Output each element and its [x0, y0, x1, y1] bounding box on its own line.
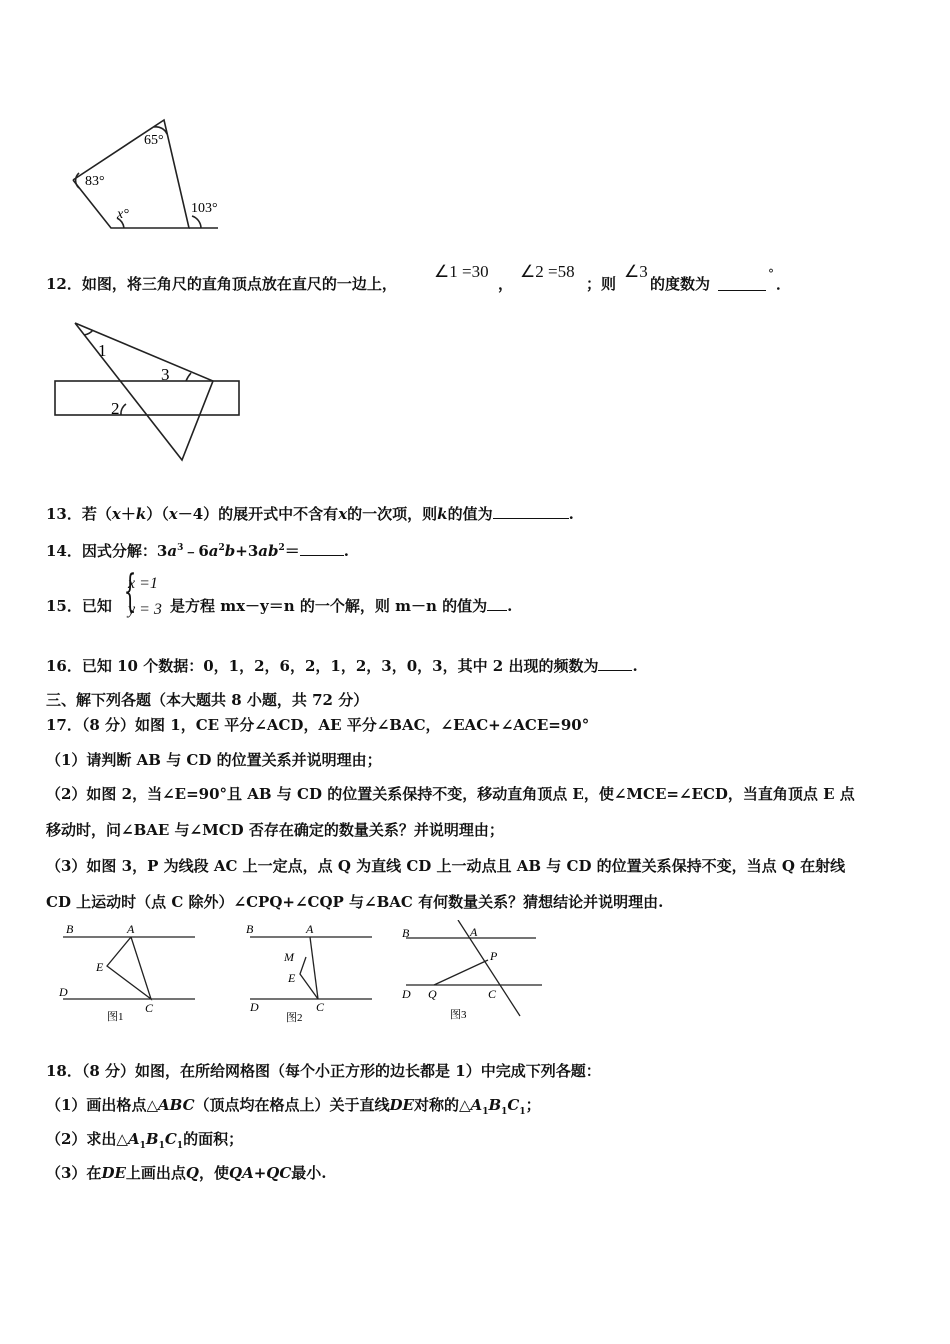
angle-3-label: 3	[161, 365, 170, 384]
text: ）（	[146, 505, 169, 523]
text: （1）画出格点△	[46, 1096, 158, 1114]
question-14	[46, 538, 349, 561]
text: 因式分解：3	[81, 542, 168, 560]
var: DE	[389, 1096, 414, 1114]
angle3-expr: ∠3	[624, 262, 648, 281]
question-18-head: 18．（8 分）如图，在所给网格图（每个小正方形的边长都是 1）中完成下列各题：	[46, 1062, 601, 1080]
question-number: 16．	[46, 657, 82, 675]
question-17-head: 17．（8 分）如图 1，CE 平分∠ACD，AE 平分∠BAC，∠EAC+∠ACE=90°	[46, 716, 590, 734]
q12-text3: 的度数为	[650, 275, 711, 293]
question-text: 如图，将三角尺的直角顶点放在直尺的一边上，	[81, 275, 397, 293]
var: a	[167, 542, 178, 560]
figure-caption: 图2	[286, 1012, 303, 1024]
q12-text2: ；则	[586, 275, 617, 293]
label-P: P	[490, 949, 498, 963]
exponent: 2	[278, 543, 285, 553]
question-15	[46, 566, 513, 618]
angle-2-label: 2	[111, 399, 120, 418]
q12-end: ．	[776, 275, 792, 293]
text: －4）的展开式中不含有	[177, 505, 339, 523]
equation-2: y = 3	[128, 601, 162, 618]
figure-17-1	[55, 922, 205, 1026]
label-A: A	[127, 922, 135, 936]
var: C	[164, 1130, 177, 1148]
question-number: 13．	[46, 505, 82, 523]
text: ＝	[284, 542, 300, 560]
equation-1: x =1	[128, 575, 158, 592]
angle-83-label: 83°	[85, 174, 105, 189]
var-x: x	[168, 505, 178, 523]
question-16	[46, 656, 638, 676]
label-C: C	[145, 1001, 154, 1015]
text: .	[343, 542, 350, 560]
text: 最小.	[291, 1164, 327, 1182]
text: 的一次项，则	[347, 505, 438, 523]
var-k: k	[135, 505, 147, 523]
var: ab	[258, 542, 279, 560]
subscript: 1	[519, 1107, 526, 1117]
label-A: A	[306, 922, 314, 936]
system-brace: {	[123, 566, 137, 617]
angle-65-label: 65°	[144, 133, 164, 148]
question-17-part3a: （3）如图 3，P 为线段 AC 上一定点，点 Q 为直线 CD 上一动点且 AB 与 CD 的位置关系保持不变，当点 Q 在射线	[46, 857, 846, 875]
question-17-part1: （1）请判断 AB 与 CD 的位置关系并说明理由；	[46, 751, 382, 769]
label-B: B	[402, 926, 410, 940]
var: QA+QC	[229, 1164, 292, 1182]
figure-caption: 图1	[107, 1011, 124, 1023]
text: .	[507, 597, 513, 615]
label-D: D	[402, 987, 411, 1001]
var: B	[145, 1130, 159, 1148]
question-number: 12．	[46, 275, 82, 293]
var: b	[224, 542, 236, 560]
exponent: 2	[218, 543, 225, 553]
text: ，使	[198, 1164, 229, 1182]
var-x: x	[111, 505, 121, 523]
text: 上画出点	[125, 1164, 186, 1182]
label-C: C	[316, 1000, 325, 1014]
label-B: B	[246, 922, 254, 936]
label-E: E	[96, 960, 104, 974]
text: （顶点均在格点上）关于直线	[194, 1096, 390, 1114]
figure-caption: 图3	[450, 1009, 467, 1021]
question-18-part3	[46, 1163, 327, 1183]
question-17-part2b: 移动时，问∠BAE 与∠MCD 否存在确定的数量关系？并说明理由；	[46, 821, 504, 839]
label-B: B	[66, 922, 74, 936]
label-Q: Q	[428, 987, 437, 1001]
question-12	[46, 262, 792, 294]
var-k: k	[437, 505, 448, 523]
text: 的值为	[447, 505, 493, 523]
subscript: 1	[482, 1107, 489, 1117]
answer-blank	[300, 541, 344, 556]
question-number: 15．	[46, 597, 82, 615]
angle2-expr: ∠2 =58	[520, 262, 575, 281]
text: 的面积；	[183, 1130, 244, 1148]
text: ＋	[120, 505, 136, 523]
label-D: D	[250, 1000, 259, 1014]
answer-blank	[718, 276, 766, 291]
text: （2）求出△	[46, 1130, 128, 1148]
text: 已知	[81, 597, 112, 615]
var-x: x	[338, 505, 348, 523]
angle1-expr: ∠1 =30	[434, 262, 489, 281]
text: （3）在	[46, 1164, 102, 1182]
question-13	[46, 504, 574, 524]
answer-blank	[487, 596, 507, 611]
section-heading: 三、解下列各题（本大题共 8 小题，共 72 分）	[46, 691, 369, 709]
text: ；	[525, 1096, 541, 1114]
question-17-part2a: （2）如图 2，当∠E=90°且 AB 与 CD 的位置关系保持不变，移动直角顶点 E，使∠MCE=∠ECD，当直角顶点 E 点	[46, 785, 855, 803]
label-C: C	[488, 987, 497, 1001]
var: A	[127, 1130, 140, 1148]
label-M: M	[284, 950, 294, 964]
answer-blank	[493, 504, 569, 519]
text: +3	[235, 542, 259, 560]
var: a	[208, 542, 219, 560]
text: 已知 10 个数据：0，1，2，6，2，1，2，3，0，3，其中 2 出现的频数为	[81, 657, 599, 675]
text: 若（	[81, 505, 112, 523]
subscript: 1	[176, 1141, 184, 1151]
angle-103-label: 103°	[191, 201, 218, 216]
text: ﹣6	[183, 542, 209, 560]
label-A: A	[470, 925, 478, 939]
var: DE	[101, 1164, 126, 1182]
var: Q	[185, 1164, 199, 1182]
angle-x-label: x°	[117, 207, 129, 222]
subscript: 1	[158, 1141, 165, 1151]
subscript: 1	[139, 1141, 146, 1151]
label-E: E	[288, 971, 296, 985]
angle-1-label: 1	[98, 341, 107, 360]
figure-q11-quadrilateral	[60, 100, 230, 235]
q15-text	[170, 596, 512, 616]
figure-17-3	[398, 920, 548, 1024]
var: ABC	[157, 1096, 195, 1114]
figure-17-2	[242, 922, 377, 1026]
question-17-part3b: CD 上运动时（点 C 除外）∠CPQ+∠CQP 与∠BAC 有何数量关系？猜想结论并说明理由.	[46, 893, 664, 911]
var: C	[507, 1096, 520, 1114]
figure-q12-ruler-triangle	[48, 318, 248, 468]
question-number: 14．	[46, 542, 82, 560]
comma: ，	[498, 275, 514, 293]
exponent: 3	[177, 543, 184, 553]
text: 对称的△	[414, 1096, 471, 1114]
subscript: 1	[501, 1107, 508, 1117]
label-D: D	[59, 985, 68, 999]
text: .	[568, 505, 574, 523]
var: B	[488, 1096, 502, 1114]
answer-blank	[598, 656, 632, 671]
question-18-part2	[46, 1129, 243, 1156]
degree-symbol: °	[768, 267, 774, 281]
text: 是方程 mx－y＝n 的一个解，则 m－n 的值为	[170, 597, 488, 615]
question-18-part1	[46, 1095, 541, 1122]
var: A	[470, 1096, 483, 1114]
text: .	[632, 657, 638, 675]
